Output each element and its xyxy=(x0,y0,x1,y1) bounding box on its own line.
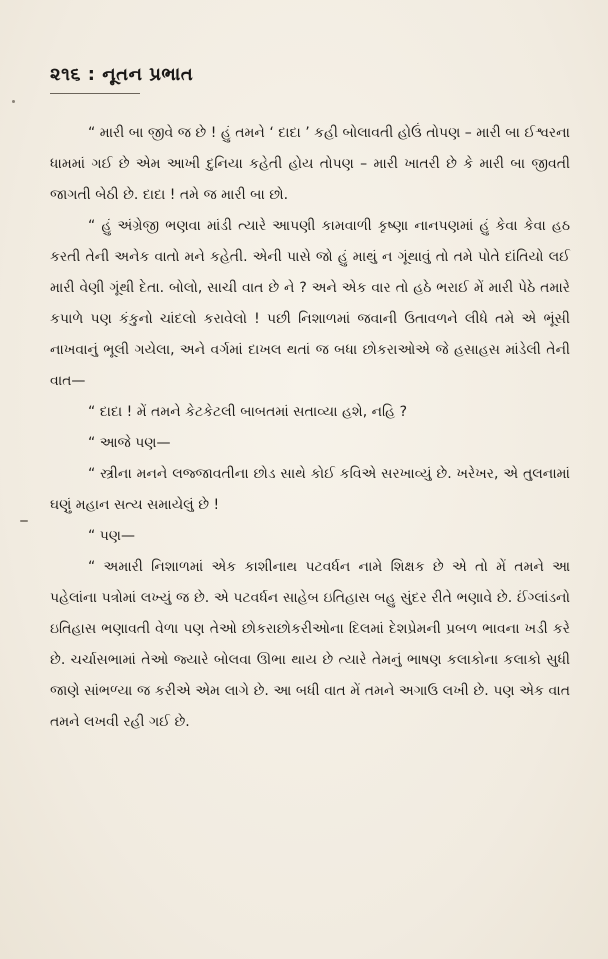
page-body xyxy=(50,118,570,738)
paper-speck xyxy=(12,100,15,103)
paper-speck xyxy=(20,520,28,522)
paragraph-5: “ સ્ત્રીના મનને લજ્જાવતીના છોડ સાથે કોઈ કવિએ સરખાવ્યું છે. ખરેખર, એ તુલનામાં ઘણું મહાન સત્ય સમાયેલું છે ! xyxy=(50,466,570,513)
paragraph-4: “ આજે પણ— xyxy=(88,435,171,451)
paragraph-7: “ અમારી નિશાળમાં એક કાશીનાથ પટવર્ધન નામે શિક્ષક છે એ તો મેં તમને આ પહેલાંના પત્રોમાં લખ્યું જ છે. એ પટવર્ધન સાહેબ ઇતિહાસ બહુ સુંદર રીતે ભણાવે છે. ઈંગ્લાંડનો ઇતિહાસ ભણાવતી વેળા પણ તેઓ છોકરાછોકરીઓના દિલમાં દેશપ્રેમની પ્રબળ ભાવના ખડી કરે છે. ચર્ચાસભામાં તેઓ જ્યારે બોલવા ઊભા થાય છે ત્યારે તેમનું ભાષણ કલાકોના કલાકો સુધી જાણે સાંભળ્યા જ કરીએ એમ લાગે છે. આ બધી વાત મેં તમને અગાઉ લખી છે. પણ એક વાત તમને લખવી રહી ગઈ છે. xyxy=(50,559,570,730)
paragraph-3: “ દાદા ! મેં તમને કેટકેટલી બાબતમાં સતાવ્યા હશે, નહિ ? xyxy=(88,404,408,420)
paragraph-2: “ હું અંગ્રેજી ભણવા માંડી ત્યારે આપણી કામવાળી કૃષ્ણા નાનપણમાં હું કેવા કેવા હઠ કરતી તેની અનેક વાતો મને કહેતી. એની પાસે જો હું માથું ન ગૂંથાવું તો તમે પોતે દાંતિયો લઈ મારી વેણી ગૂંથી દેતા. બોલો, સાચી વાત છે ને ? અને એક વાર તો હઠે ભરાઈ મેં મારી પેઠે તમારે કપાળે પણ કંકુનો ચાંદલો કરાવેલો ! પછી નિશાળમાં જવાની ઉતાવળને લીધે તમે એ ભૂંસી નાખવાનું ભૂલી ગયેલા, અને વર્ગમાં દાખલ થતાં જ બધા છોકરાઓએ જે હસાહસ માંડેલી તેની વાત— xyxy=(50,218,570,389)
page-number: ૨૧૬ xyxy=(50,64,81,85)
book-title: નૂતન પ્રભાત xyxy=(102,64,194,85)
running-header xyxy=(50,64,193,85)
header-separator: : xyxy=(87,64,96,85)
paragraph-1: “ મારી બા જીવે જ છે ! હું તમને ‘ દાદા ’ કહી બોલાવતી હોઉં તોપણ – મારી બા ઈશ્વરના ધામમાં ગઈ છે એમ આખી દુનિયા કહેતી હોય તોપણ – મારી ખાતરી છે કે મારી બા જીવતી જાગતી બેઠી છે. દાદા ! તમે જ મારી બા છો. xyxy=(50,125,570,203)
paragraph-6: “ પણ— xyxy=(88,528,135,544)
header-underline xyxy=(50,93,140,94)
